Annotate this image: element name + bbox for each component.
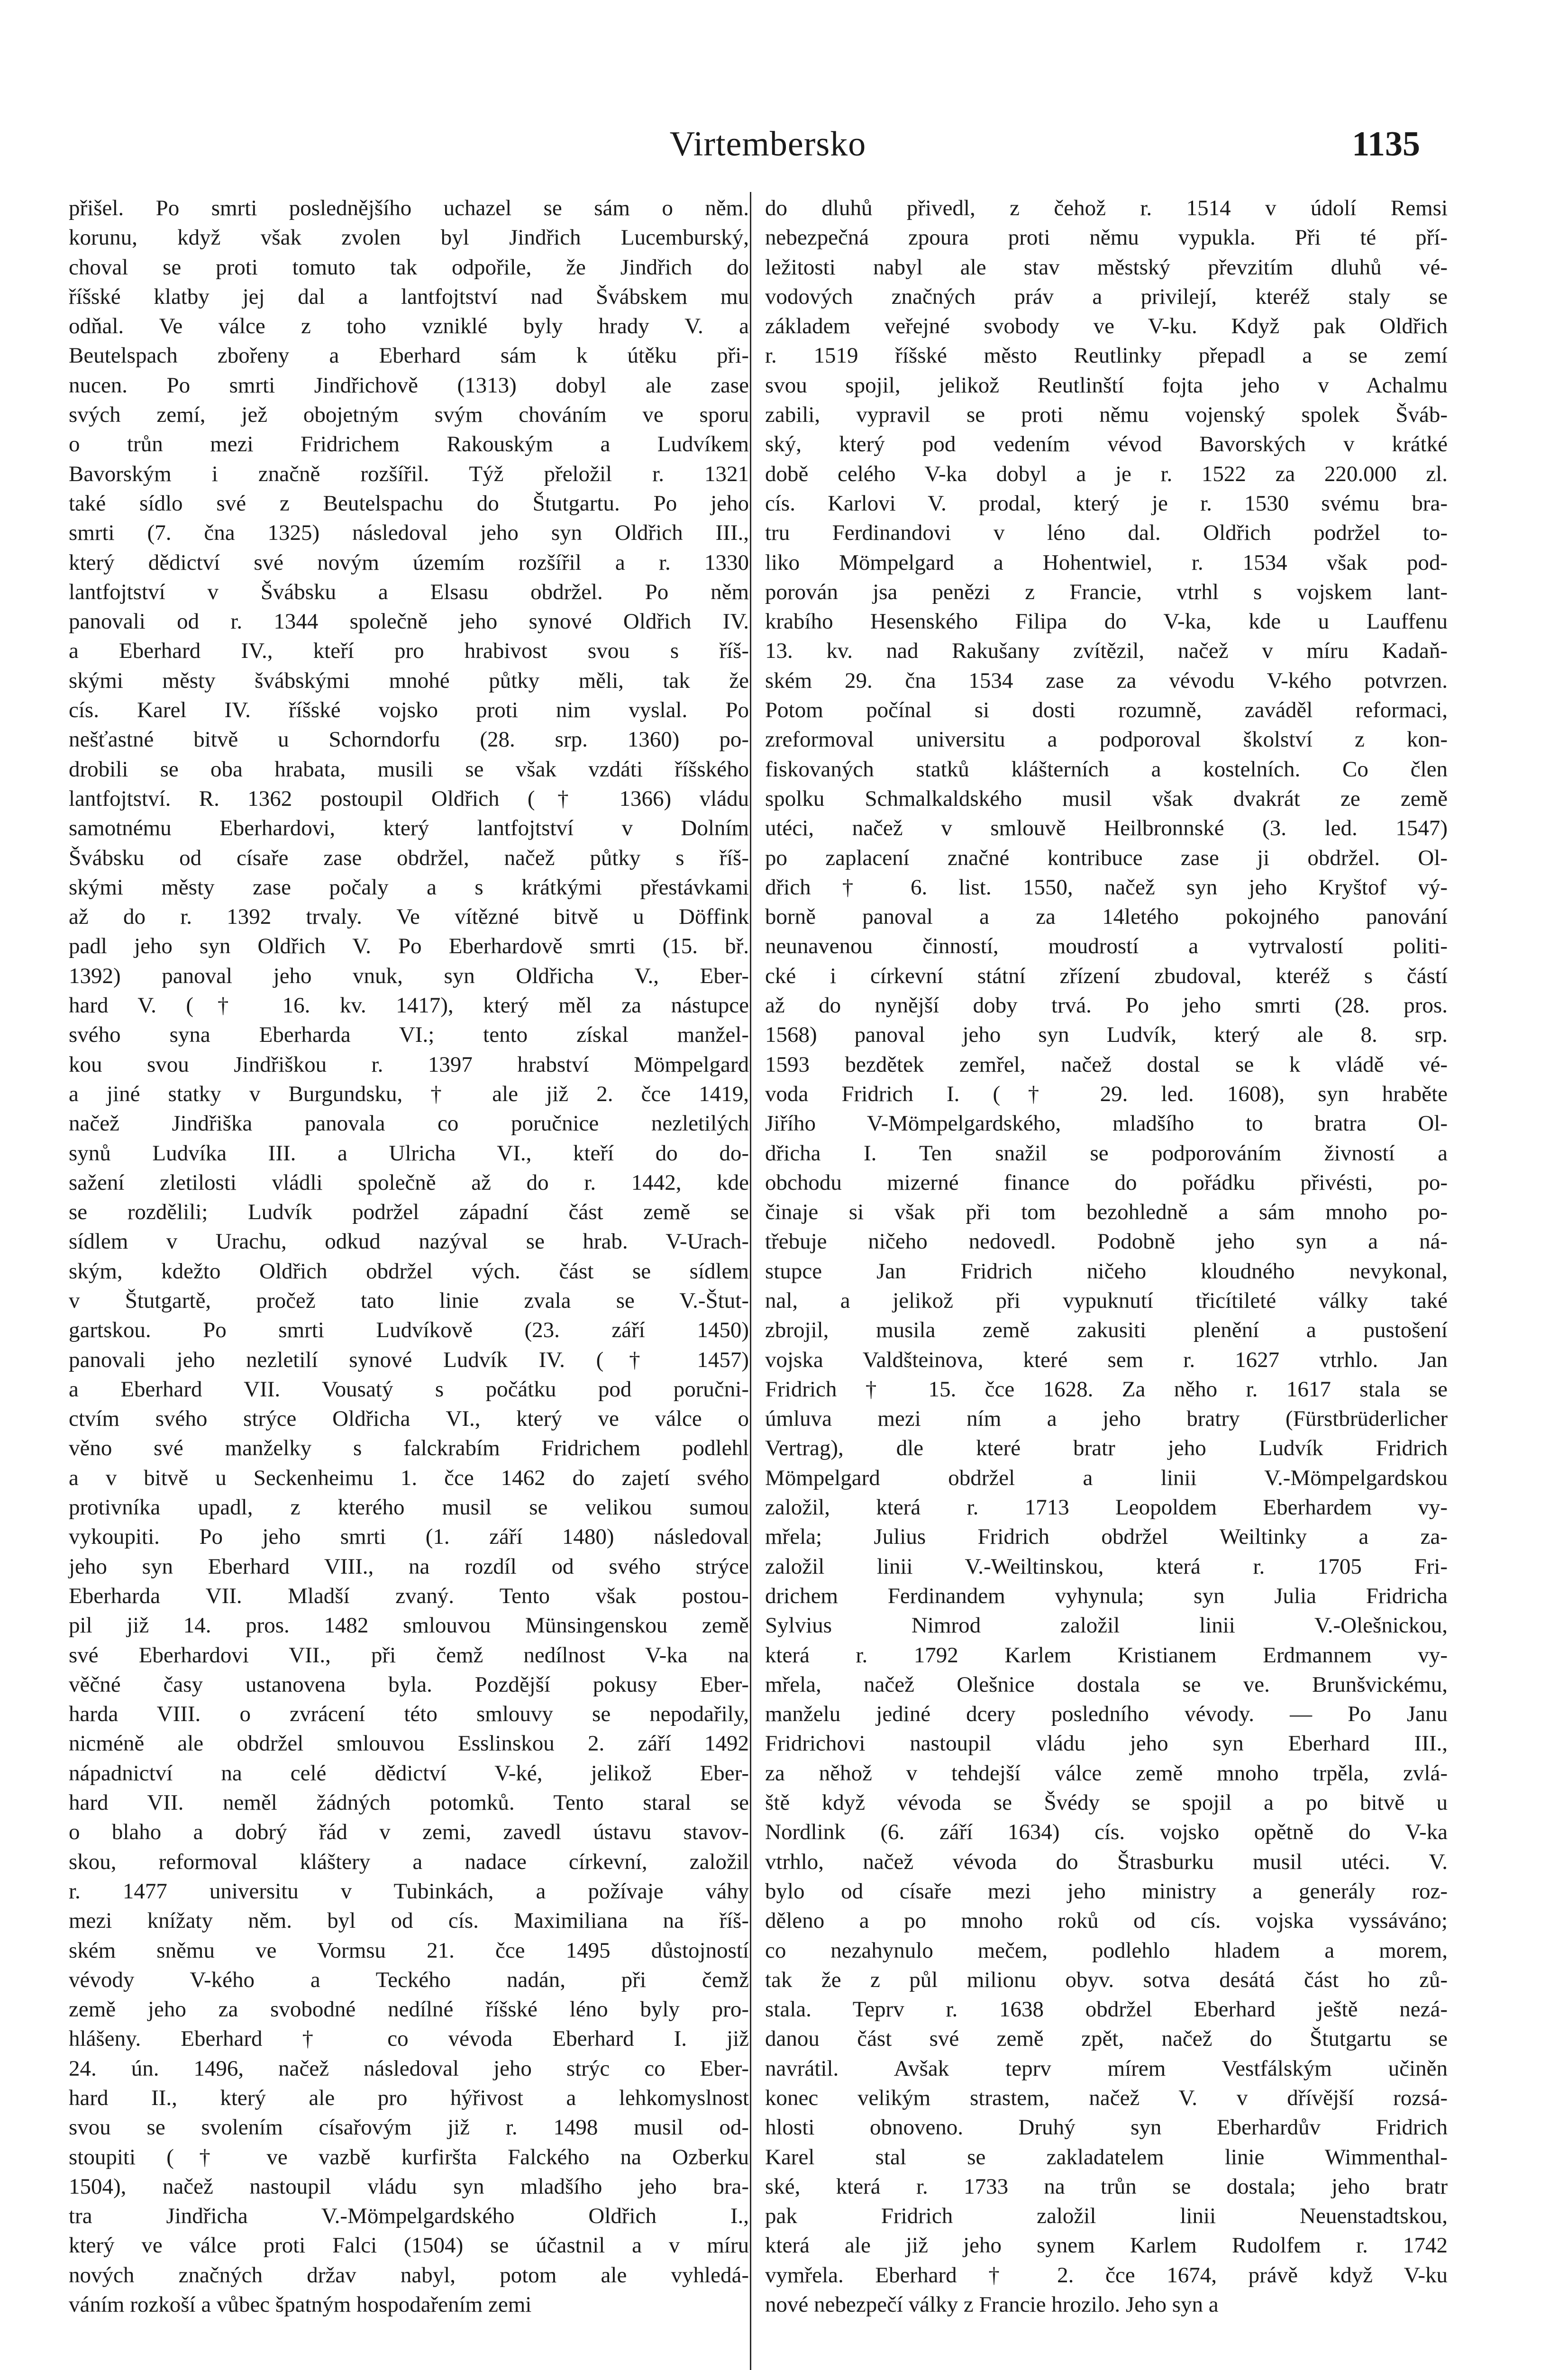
right-column-line: vtrhlo, načež vévoda do Štrasburku musil utéci. V. [765, 1849, 1448, 1874]
left-column-line: svého syna Eberharda VI.; tento získal manžel- [69, 1022, 749, 1048]
right-column-line: Mömpelgard obdržel a linii V.-Mömpelgardskou [765, 1465, 1448, 1490]
left-column-line: o blaho a dobrý řád v zemi, zavedl ústavu stavov- [69, 1820, 749, 1845]
right-column-line: vymřela. Eberhard † 2. čce 1674, právě když V-ku [765, 2262, 1448, 2288]
right-column-line: založil, která r. 1713 Leopoldem Eberhardem vy- [765, 1495, 1448, 1520]
right-column-line: činaje si však při tom bezohledně a sám mnoho po- [765, 1200, 1448, 1225]
right-column-line: krabího Hesenského Filipa do V-ka, kde u Lauffenu [765, 609, 1448, 634]
right-column-line: dřicha I. Ten snažil se podporováním živností a [765, 1140, 1448, 1166]
left-column-line: váním rozkoší a vůbec špatným hospodařením zemi [69, 2292, 532, 2317]
right-column-line: Fridrichovi nastoupil vládu jeho syn Eberhard III., [765, 1731, 1448, 1756]
right-column-line: borně panoval a za 14letého pokojného panování [765, 904, 1448, 930]
right-column-line: době celého V-ka dobyl a je r. 1522 za 220.000 zl. [765, 461, 1448, 486]
left-column-line: který dědictví své novým územím rozšířil a r. 1330 [69, 550, 749, 575]
right-column-line: stupce Jan Fridrich ničeho kloudného nevykonal, [765, 1258, 1448, 1284]
right-column-line: svou spojil, jelikož Reutlinští fojta jeho v Achalmu [765, 373, 1448, 398]
left-column-line: který ve válce proti Falci (1504) se účastnil a v míru [69, 2233, 749, 2258]
right-column-line: zbrojil, musila země zakusiti plenění a pustošení [765, 1318, 1448, 1343]
right-column-line: liko Mömpelgard a Hohentwiel, r. 1534 však pod- [765, 550, 1448, 575]
right-column-line: fiskovaných statků klášterních a kostelních. Co člen [765, 757, 1448, 782]
column-divider [750, 192, 751, 2370]
right-column-line: cké i církevní státní zřízení zbudoval, kteréž s částí [765, 963, 1448, 988]
left-column-line: samotnému Eberhardovi, který lantfojtství v Dolním [69, 816, 749, 841]
right-column-line: mřela, načež Olešnice dostala se ve. Brunšvickému, [765, 1672, 1448, 1697]
right-column [765, 193, 1448, 2319]
left-column-line: věčné časy ustanovena byla. Pozdější pokusy Eber- [69, 1672, 749, 1697]
left-column-line: panovali jeho nezletilí synové Ludvík IV. († 1457) [69, 1347, 749, 1372]
running-title: Virtembersko [669, 125, 866, 164]
right-column-line: za něhož v tehdejší válce země mnoho trpěla, zvlá- [765, 1760, 1448, 1786]
page-number: 1135 [1352, 125, 1420, 164]
left-column-line: ském sněmu ve Vormsu 21. čce 1495 důstojností [69, 1938, 749, 1963]
left-column-line: svou se svolením císařovým již r. 1498 musil od- [69, 2115, 749, 2140]
right-column-line: voda Fridrich I. († 29. led. 1608), syn hraběte [765, 1081, 1448, 1106]
left-column-line: lantfojtství v Švábsku a Elsasu obdržel. Po něm [69, 579, 749, 604]
left-column-line: hard V. († 16. kv. 1417), který měl za nástupce [69, 993, 749, 1018]
right-column-line: nové nebezpečí války z Francie hrozilo. Jeho syn a [765, 2292, 1219, 2317]
right-column-line: úmluva mezi ním a jeho bratry (Fürstbrüderlicher [765, 1406, 1448, 1431]
left-column-line: země jeho za svobodné nedílné říšské léno byly pro- [69, 1997, 749, 2022]
right-column-line: založil linii V.-Weiltinskou, která r. 1705 Fri- [765, 1554, 1448, 1579]
left-column-line: sažení zletilosti vládli společně až do r. 1442, kde [69, 1170, 749, 1195]
left-column-line: hlášeny. Eberhard † co vévoda Eberhard I. již [69, 2026, 749, 2051]
right-column-line: Sylvius Nimrod založil linii V.-Olešnickou, [765, 1613, 1448, 1638]
left-column-line: Bavorským i značně rozšířil. Týž přeložil r. 1321 [69, 461, 749, 486]
right-column-line: až do nynější doby trvá. Po jeho smrti (28. pros. [765, 993, 1448, 1018]
left-column-line: drobili se oba hrabata, musili se však vzdáti říšského [69, 757, 749, 782]
right-column-line: Karel stal se zakladatelem linie Wimmenthal- [765, 2144, 1448, 2169]
right-column-line: drichem Ferdinandem vyhynula; syn Julia Fridricha [765, 1583, 1448, 1608]
right-column-line: ském 29. čna 1534 zase za vévodu V-kého potvrzen. [765, 668, 1448, 693]
right-column-line: ský, který pod vedením vévod Bavorských v krátké [765, 432, 1448, 457]
left-column-line: padl jeho syn Oldřich V. Po Eberhardově smrti (15. bř. [69, 934, 749, 959]
left-column-line: v Štutgartě, pročež tato linie zvala se V.-Štut- [69, 1288, 749, 1313]
right-column-line: mřela; Julius Fridrich obdržel Weiltinky a za- [765, 1524, 1448, 1550]
left-column-line: nápadnictví na celé dědictví V-ké, jelikož Eber- [69, 1760, 749, 1786]
left-column-line: až do r. 1392 trvaly. Ve vítězné bitvě u Döffink [69, 904, 749, 930]
right-column-line: danou část své země zpět, načež do Štutgartu se [765, 2026, 1448, 2051]
left-column-line: lantfojtství. R. 1362 postoupil Oldřich († 1366) vládu [69, 786, 749, 811]
right-column-line: co nezahynulo mečem, podlehlo hladem a morem, [765, 1938, 1448, 1963]
left-column-line: Eberharda VII. Mladší zvaný. Tento však postou- [69, 1583, 749, 1608]
right-column-line: tru Ferdinandovi v léno dal. Oldřich podržel to- [765, 520, 1448, 546]
right-column-line: 13. kv. nad Rakušany zvítězil, načež v míru Kadaň- [765, 638, 1448, 664]
left-column-line: protivníka upadl, z kterého musil se velikou sumou [69, 1495, 749, 1520]
left-column-line: cís. Karel IV. říšské vojsko proti nim vyslal. Po [69, 698, 749, 723]
right-column-line: děleno a po mnoho roků od cís. vojska vyssáváno; [765, 1908, 1448, 1933]
left-column-line: o trůn mezi Fridrichem Rakouským a Ludvíkem [69, 432, 749, 457]
left-column-line: vévody V-kého a Teckého nadán, při čemž [69, 1967, 749, 1992]
right-column-line: utéci, načež v smlouvě Heilbronnské (3. led. 1547) [765, 816, 1448, 841]
left-column-line: korunu, když však zvolen byl Jindřich Lucemburský, [69, 225, 749, 250]
left-column-line: sídlem v Urachu, odkud nazýval se hrab. V-Urach- [69, 1229, 749, 1254]
right-column-line: spolku Schmalkaldského musil však dvakrát ze země [765, 786, 1448, 811]
right-column-line: neunavenou činností, moudrostí a vytrvalostí politi- [765, 934, 1448, 959]
left-column-line: smrti (7. čna 1325) následoval jeho syn Oldřich III., [69, 520, 749, 546]
left-column-line: svých zemí, jež obojetným svým chováním ve sporu [69, 402, 749, 428]
left-column-line: synů Ludvíka III. a Ulricha VI., kteří do do- [69, 1140, 749, 1166]
right-column-line: manželu jediné dcery posledního vévody. — Po Janu [765, 1702, 1448, 1727]
left-column-line: r. 1477 universitu v Tubinkách, a požívaje váhy [69, 1878, 749, 1904]
left-column-line: se rozdělili; Ludvík podržel západní část země se [69, 1200, 749, 1225]
right-column-line: 1593 bezdětek zemřel, načež dostal se k vládě vé- [765, 1052, 1448, 1077]
right-column-line: do dluhů přivedl, z čehož r. 1514 v údolí Remsi [765, 196, 1448, 220]
left-column-line: 1392) panoval jeho vnuk, syn Oldřicha V., Eber- [69, 963, 749, 988]
right-column-line: vojska Valdšteinova, které sem r. 1627 vtrhlo. Jan [765, 1347, 1448, 1372]
left-column-line: a Eberhard VII. Vousatý s počátku pod poručni- [69, 1376, 749, 1402]
right-column-line: r. 1519 říšské město Reutlinky přepadl a se zemí [765, 343, 1448, 368]
right-column-line: která r. 1792 Karlem Kristianem Erdmannem vy- [765, 1642, 1448, 1668]
left-column [69, 193, 749, 2319]
left-column-line: hard II., který ale pro hýřivost a lehkomyslnost [69, 2086, 749, 2110]
right-column-line: porován jsa penězi z Francie, vtrhl s vojskem lant- [765, 579, 1448, 604]
right-column-line: Fridrich † 15. čce 1628. Za něho r. 1617 stala se [765, 1376, 1448, 1402]
left-column-line: nových značných držav nabyl, potom ale vyhledá- [69, 2262, 749, 2288]
left-column-line: skou, reformoval kláštery a nadace církevní, založil [69, 1849, 749, 1874]
right-column-line: navrátil. Avšak teprv mírem Vestfálským učiněn [765, 2056, 1448, 2081]
right-column-line: třebuje ničeho nedovedl. Podobně jeho syn a ná- [765, 1229, 1448, 1254]
left-column-line: 24. ún. 1496, načež následoval jeho strýc co Eber- [69, 2056, 749, 2081]
left-column-line: Švábsku od císaře zase obdržel, načež půtky s říš- [69, 845, 749, 870]
right-column-line: stala. Teprv r. 1638 obdržel Eberhard ještě nezá- [765, 1997, 1448, 2022]
page-header [0, 124, 1568, 176]
left-column-line: a Eberhard IV., kteří pro hrabivost svou s říš- [69, 638, 749, 664]
left-column-line: ctvím svého strýce Oldřicha VI., který ve válce o [69, 1406, 749, 1431]
left-column-line: mezi knížaty něm. byl od cís. Maximiliana na říš- [69, 1908, 749, 1933]
right-column-line: Jiřího V-Mömpelgardského, mladšího to bratra Ol- [765, 1111, 1448, 1136]
right-column-line: cís. Karlovi V. prodal, který je r. 1530 svému bra- [765, 491, 1448, 516]
left-column-line: pil již 14. pros. 1482 smlouvou Münsingenskou země [69, 1613, 749, 1638]
left-column-line: nucen. Po smrti Jindřichově (1313) dobyl ale zase [69, 373, 749, 398]
left-column-line: přišel. Po smrti poslednějšího uchazel se sám o něm. [69, 196, 749, 220]
right-column-line: nebezpečná zpoura proti němu vypukla. Při té pří- [765, 225, 1448, 250]
left-column-line: načež Jindřiška panovala co poručnice nezletilých [69, 1111, 749, 1136]
right-column-line: tak že z půl milionu obyv. sotva desátá část ho zů- [765, 1967, 1448, 1992]
left-column-line: jeho syn Eberhard VIII., na rozdíl od svého strýce [69, 1554, 749, 1579]
left-column-line: odňal. Ve válce z toho vzniklé byly hrady V. a [69, 314, 749, 339]
left-column-line: gartskou. Po smrti Ludvíkově (23. září 1450) [69, 1318, 749, 1343]
left-column-line: harda VIII. o zvrácení této smlouvy se nepodařily, [69, 1702, 749, 1727]
right-column-line: zabili, vypravil se proti němu vojenský spolek Šváb- [765, 402, 1448, 428]
left-column-line: skými městy zase počaly a s krátkými přestávkami [69, 875, 749, 900]
right-column-line: nal, a jelikož při vypuknutí třicítileté války také [765, 1288, 1448, 1313]
left-column-line: a v bitvě u Seckenheimu 1. čce 1462 do zajetí svého [69, 1465, 749, 1490]
right-column-line: ště když vévoda se Švédy se spojil a po bitvě u [765, 1790, 1448, 1815]
left-column-line: také sídlo své z Beutelspachu do Štutgartu. Po jeho [69, 491, 749, 516]
left-column-line: vykoupiti. Po jeho smrti (1. září 1480) následoval [69, 1524, 749, 1550]
left-column-line: kou svou Jindřiškou r. 1397 hrabství Mömpelgard [69, 1052, 749, 1077]
right-column-line: obchodu mizerné finance do pořádku přivésti, po- [765, 1170, 1448, 1195]
left-column-line: říšské klatby jej dal a lantfojtství nad Švábskem mu [69, 284, 749, 309]
left-column-line: Beutelspach zbořeny a Eberhard sám k útěku při- [69, 343, 749, 368]
left-column-line: 1504), načež nastoupil vládu syn mladšího jeho bra- [69, 2174, 749, 2199]
right-column-line: Potom počínal si dosti rozumně, zaváděl reformaci, [765, 698, 1448, 723]
right-column-line: Nordlink (6. září 1634) cís. vojsko opětně do V-ka [765, 1820, 1448, 1845]
right-column-line: ské, která r. 1733 na trůn se dostala; jeho bratr [765, 2174, 1448, 2199]
left-column-line: věno své manželky s falckrabím Fridrichem podlehl [69, 1436, 749, 1461]
right-column-line: ležitosti nabyl ale stav městský převzitím dluhů vé- [765, 255, 1448, 280]
left-column-line: hard VII. neměl žádných potomků. Tento staral se [69, 1790, 749, 1815]
left-column-line: své Eberhardovi VII., při čemž nedílnost V-ka na [69, 1642, 749, 1668]
right-column-line: po zaplacení značné kontribuce zase ji obdržel. Ol- [765, 845, 1448, 870]
right-column-line: zreformoval universitu a podporoval školství z kon- [765, 727, 1448, 752]
right-column-line: základem veřejné svobody ve V-ku. Když pak Oldřich [765, 314, 1448, 339]
right-column-line: hlosti obnoveno. Druhý syn Eberhardův Fridrich [765, 2115, 1448, 2140]
left-column-line: panovali od r. 1344 společně jeho synové Oldřich IV. [69, 609, 749, 634]
left-column-line: nicméně ale obdržel smlouvou Esslinskou 2. září 1492 [69, 1731, 749, 1756]
right-column-line: vodových značných práv a privilejí, kteréž staly se [765, 284, 1448, 309]
left-column-line: skými městy švábskými mnohé půtky měli, tak že [69, 668, 749, 693]
right-column-line: konec velikým strastem, načež V. v dřívější rozsá- [765, 2086, 1448, 2110]
right-column-line: bylo od císaře mezi jeho ministry a generály roz- [765, 1878, 1448, 1904]
left-column-line: ským, kdežto Oldřich obdržel vých. část se sídlem [69, 1258, 749, 1284]
left-column-line: choval se proti tomuto tak odpořile, že Jindřich do [69, 255, 749, 280]
left-column-line: a jiné statky v Burgundsku, † ale již 2. čce 1419, [69, 1081, 749, 1106]
right-column-line: dřich † 6. list. 1550, načež syn jeho Kryštof vý- [765, 875, 1448, 900]
left-column-line: nešťastné bitvě u Schorndorfu (28. srp. 1360) po- [69, 727, 749, 752]
right-column-line: Vertrag), dle které bratr jeho Ludvík Fridrich [765, 1436, 1448, 1461]
right-column-line: 1568) panoval jeho syn Ludvík, který ale 8. srp. [765, 1022, 1448, 1048]
right-column-line: která ale již jeho synem Karlem Rudolfem r. 1742 [765, 2233, 1448, 2258]
right-column-line: pak Fridrich založil linii Neuenstadtskou, [765, 2204, 1448, 2229]
left-column-line: stoupiti († ve vazbě kurfiršta Falckého na Ozberku [69, 2144, 749, 2169]
left-column-line: tra Jindřicha V.-Mömpelgardského Oldřich I., [69, 2204, 749, 2229]
